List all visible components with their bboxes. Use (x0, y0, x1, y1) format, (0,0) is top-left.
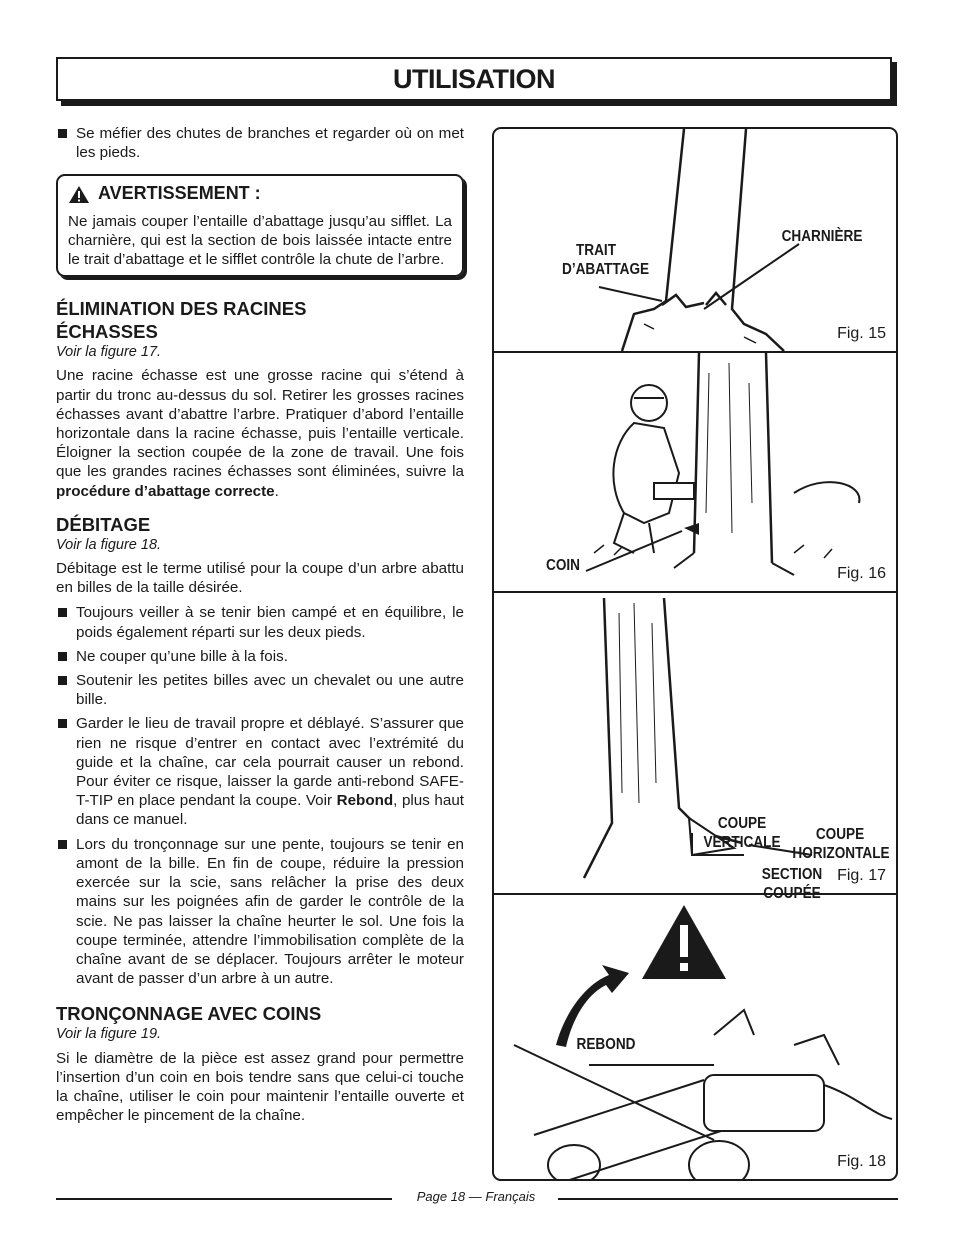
list-item-text: , plus haut dans ce manuel. (76, 792, 464, 829)
bullet-square-icon (58, 676, 67, 685)
bullet-square-icon (58, 719, 67, 728)
section-racines (56, 297, 464, 501)
paragraph (56, 366, 464, 500)
list-item-text: Lors du tronçonnage sur une pente, toujours se tenir en amont de la bille. En fin de coupe, réduire la pression exercée sur la scie, sans relâcher la prise des deux mains sur les poignées afin de garder le contrôle de la scie. Ne pas laisser la chaîne heurter le sol. Une fois la coupe terminée, attendre l’immobilisation complète de la chaîne avant de se déplacer. Toujours arrêter le moteur avant de passer d’un arbre à un autre. (76, 835, 464, 988)
list-item (56, 714, 464, 829)
list-item-text: Toujours veiller à se tenir bien campé et en équilibre, le poids également réparti sur les deux pieds. (76, 604, 464, 641)
section-title-line: ÉCHASSES (56, 321, 158, 343)
section-debitage (56, 513, 464, 988)
page-title: UTILISATION (393, 63, 555, 94)
paragraph-text: . (274, 482, 279, 500)
label-line: VERTICALE (703, 834, 781, 851)
footer-rule-right (558, 1198, 898, 1200)
label-line: SECTION (761, 866, 823, 883)
label-coupe-verticale (700, 814, 785, 852)
label-trait-abattage (562, 241, 650, 279)
label-charniere: CHARNIÈRE (781, 228, 863, 245)
header-banner (56, 57, 892, 101)
bold-text: Rebond (336, 792, 394, 810)
label-line: COUPE (815, 826, 865, 843)
figure-reference: Voir la figure 18. (56, 536, 162, 553)
bullet-square-icon (58, 608, 67, 617)
warning-triangle-icon (68, 185, 90, 204)
paragraph: Débitage est le terme utilisé pour la coupe d’un arbre abattu en billes de la taille désirée. (56, 560, 464, 597)
list-item (56, 671, 464, 709)
page-footer: Page 18 — Français (416, 1189, 536, 1204)
figure-caption: Fig. 18 (837, 1153, 886, 1170)
list-item (56, 603, 464, 641)
figure-panel (492, 127, 898, 1181)
list-item-text: Soutenir les petites billes avec un chevalet ou une autre bille. (76, 672, 464, 709)
figure-caption: Fig. 15 (837, 325, 886, 342)
bullet-square-icon (58, 652, 67, 661)
kickback-illustration (494, 895, 896, 1179)
left-column (56, 124, 464, 1137)
figure-15 (494, 129, 896, 353)
figure-caption: Fig. 17 (837, 867, 886, 884)
figure-reference: Voir la figure 17. (56, 344, 162, 361)
label-coin: COIN (546, 557, 580, 574)
section-title (56, 297, 464, 343)
section-title: DÉBITAGE (56, 513, 151, 535)
label-line: D’ABATTAGE (562, 261, 650, 278)
list-item (56, 835, 464, 989)
list-item (56, 124, 464, 162)
bold-text: procédure d’abattage correcte (56, 482, 275, 500)
label-rebond: REBOND (576, 1036, 636, 1053)
section-coins (56, 1002, 464, 1125)
label-line: COUPÉE (763, 885, 821, 902)
figure-16 (494, 353, 896, 593)
list-item-text: Ne couper qu’une bille à la fois. (76, 647, 288, 665)
footer-rule-left (56, 1198, 392, 1200)
figure-reference: Voir la figure 19. (56, 1026, 162, 1043)
paragraph-text: Une racine échasse est une grosse racine qui s’étend à partir du tronc au-dessus du sol. Retirer les grosses racines échasses avant d’abattre l’arbre. Pratiquer d’abord l’entaille horizontale dans la racine échasse, puis l’entaille verticale. Éloigner la section coupée de la zone de travail. Une fois que les grandes racines échasses sont éliminées, suivre la (56, 367, 464, 481)
label-line: TRAIT (575, 242, 617, 259)
figure-18 (494, 895, 896, 1179)
list-item-text: Garder le lieu de travail propre et déblayé. S’assurer que rien ne risque d’entrer en contact avec l’extrémité du guide et la chaîne, car cela pourrait causer un rebond. Pour éviter ce risque, laisser la garde anti-rebond SAFE-T-TIP en place pendant la coupe. Voir (76, 715, 464, 810)
label-coupe-horizontale (792, 825, 890, 863)
list-item-text: Se méfier des chutes de branches et regarder où on met les pieds. (76, 125, 464, 162)
warning-header (68, 184, 452, 203)
section-title-line: ÉLIMINATION DES RACINES (56, 298, 307, 320)
warning-title: AVERTISSEMENT : (98, 183, 261, 204)
label-line: HORIZONTALE (792, 845, 890, 862)
label-line: COUPE (717, 815, 767, 832)
list-item (56, 647, 464, 666)
bullet-square-icon (58, 129, 67, 138)
section-title: TRONÇONNAGE AVEC COINS (56, 1003, 322, 1025)
figure-caption: Fig. 16 (837, 565, 886, 582)
bullet-square-icon (58, 840, 67, 849)
warning-text: Ne jamais couper l’entaille d’abattage jusqu’au sifflet. La charnière, qui est la section de bois laissée intacte entre le trait d’abattage et le sifflet contrôle la chute de l’arbre. (68, 212, 452, 269)
figure-17 (494, 593, 896, 902)
paragraph: Si le diamètre de la pièce est assez grand pour permettre l’insertion d’un coin en bois tendre sans que celui-ci touche la chaîne, utiliser le coin pour maintenir l’entaille ouverte et empêcher le pincement de la chaîne. (56, 1049, 464, 1125)
warning-box (56, 174, 464, 277)
